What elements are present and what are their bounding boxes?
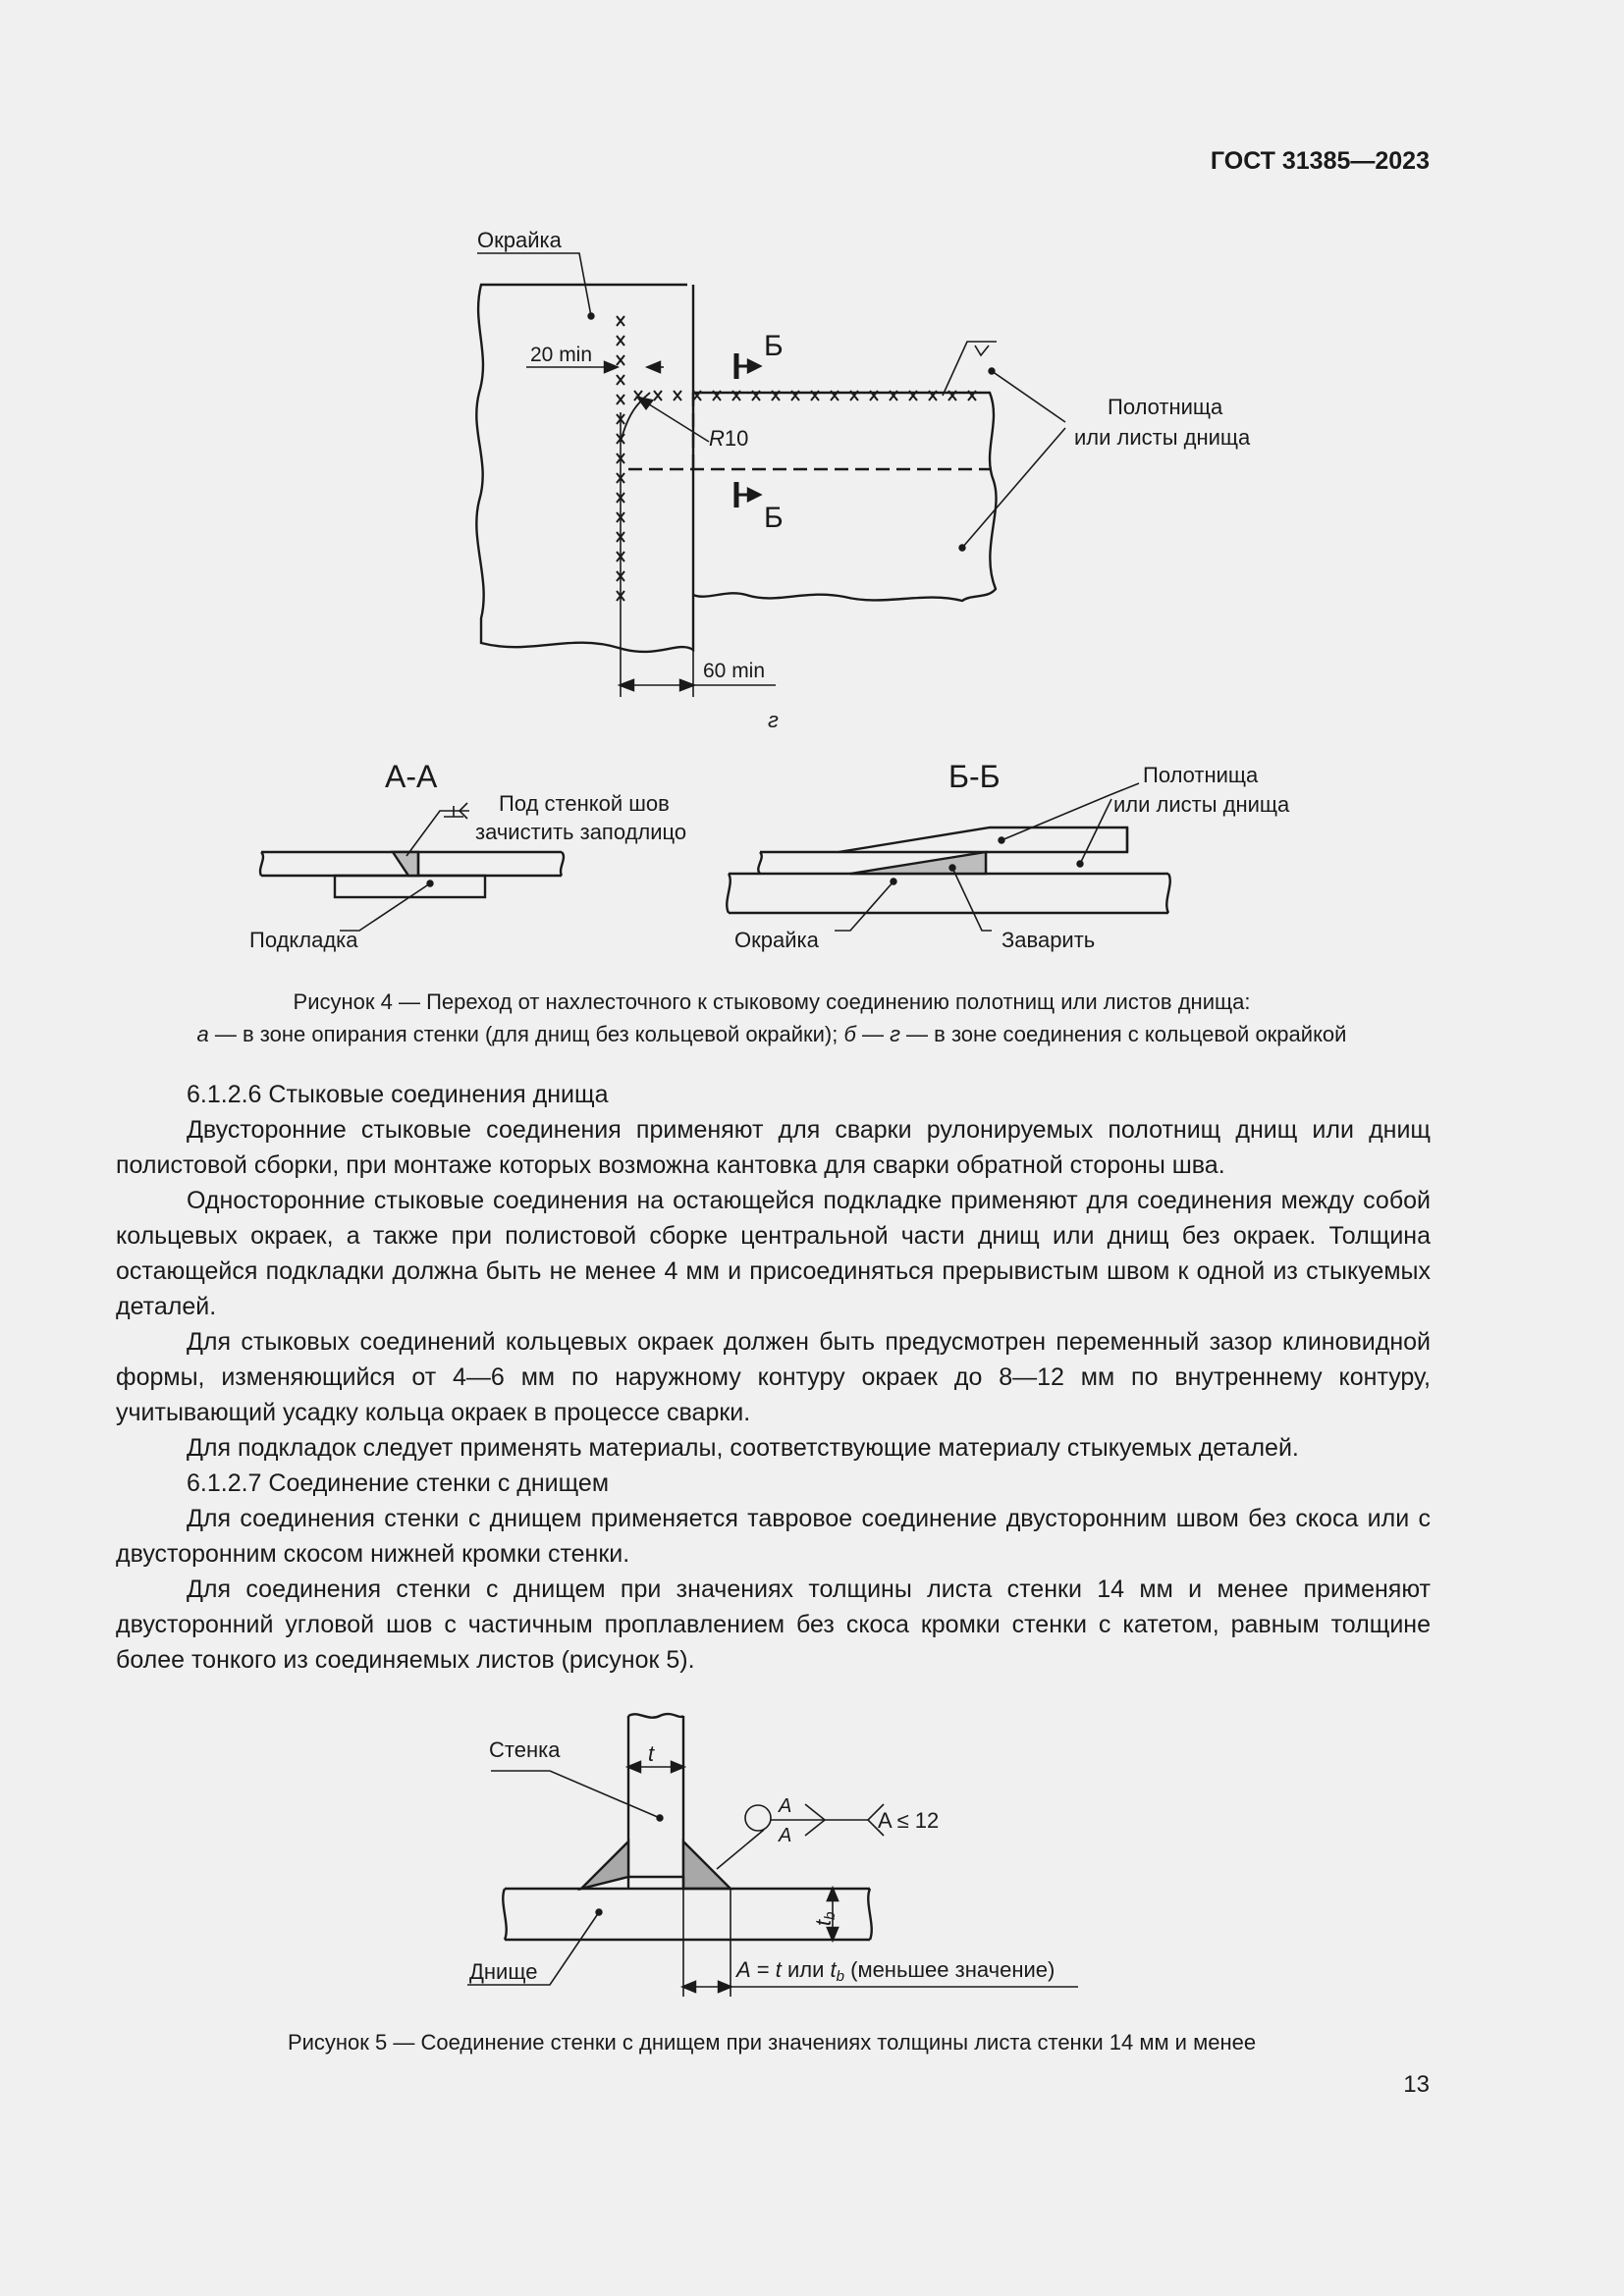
paragraph: Для подкладок следует применять материалы, соответствующие материалу стыкуемых деталей. bbox=[187, 1434, 1299, 1462]
section-aa-note-2: зачистить заподлицо bbox=[475, 820, 687, 844]
section-aa-title: А-А bbox=[385, 759, 438, 794]
figure-4-caption-line-2: а — в зоне опирания стенки (для днищ без кольцевой окрайки); б — г — в зоне соединения с кольцевой окрайкой bbox=[196, 1022, 1347, 1046]
figure-5-caption: Рисунок 5 — Соединение стенки с днищем при значениях толщины листа стенки 14 мм и менее bbox=[287, 2030, 1257, 2055]
section-bb-label-sheets-1: Полотнища bbox=[1143, 763, 1259, 787]
subsection-heading-6-1-2-6: 6.1.2.6 Стыковые соединения днища bbox=[187, 1081, 609, 1108]
document-header: ГОСТ 31385—2023 bbox=[1210, 147, 1430, 175]
paragraph: Двусторонние стыковые соединения применяют для сварки рулонируемых полотнищ днищ или днищ полистовой сборки, при монтаже которых возможна кантовка для сварки обратной стороны шва. bbox=[116, 1116, 1431, 1179]
weld-leg-a-top: A bbox=[779, 1795, 792, 1817]
paragraph: Для соединения стенки с днищем при значениях толщины листа стенки 14 мм и менее применяют двусторонний угловой шов с частичным проплавлением без скоса кромки стенки с катетом, равным толщине более тонкого из соединяемых листов (рисунок 5). bbox=[116, 1575, 1431, 1674]
weld-leg-note: A ≤ 12 bbox=[878, 1808, 940, 1833]
section-bb-label-sheets-2: или листы днища bbox=[1113, 792, 1290, 817]
paragraph: Односторонние стыковые соединения на остающейся подкладке применяют для соединения между собой кольцевых окраек, а также при полистовой сборке центральной части днищ или днищ без окраек. Толщина остающейся подкладки должна быть не менее 4 мм и присоединяться прерывистым швом к одной из стыкуемых деталей. bbox=[116, 1187, 1431, 1320]
section-mark-b-bottom: Б bbox=[764, 502, 784, 534]
section-bb-label-rim: Окрайка bbox=[734, 928, 819, 952]
label-rim-top: Окрайка bbox=[477, 228, 562, 252]
dim-t: t bbox=[648, 1741, 655, 1766]
dim-20-min: 20 min bbox=[530, 344, 593, 366]
label-sheets-top-2: или листы днища bbox=[1074, 425, 1251, 450]
weld-symbol-v: V bbox=[974, 355, 975, 356]
paragraph: Для соединения стенки с днищем применяется тавровое соединение двусторонним швом без скоса или с двусторонним скосом нижней кромки стенки. bbox=[116, 1505, 1431, 1568]
dim-60-min: 60 min bbox=[703, 660, 766, 682]
dim-tb: tb bbox=[811, 1911, 839, 1926]
subsection-heading-6-1-2-7: 6.1.2.7 Соединение стенки с днищем bbox=[187, 1469, 610, 1497]
label-bottom: Днище bbox=[469, 1959, 538, 1984]
section-aa-label-backing: Подкладка bbox=[249, 928, 358, 952]
page-number: 13 bbox=[1403, 2071, 1430, 2098]
section-mark-b-top: Б bbox=[764, 330, 784, 362]
weld-leg-a-bottom: A bbox=[779, 1825, 792, 1846]
section-bb-label-weld: Заварить bbox=[1001, 928, 1096, 952]
radius-label: R10 bbox=[709, 426, 749, 451]
sub-label-g: г bbox=[768, 708, 779, 732]
label-wall: Стенка bbox=[489, 1737, 561, 1762]
section-aa-note-1: Под стенкой шов bbox=[499, 791, 670, 816]
figure-4-caption-line-1: Рисунок 4 — Переход от нахлесточного к стыковому соединению полотнищ или листов днища: bbox=[293, 989, 1251, 1014]
label-sheets-top-1: Полотнища bbox=[1108, 395, 1223, 419]
formula-a: A = t или tb (меньшее значение) bbox=[736, 1957, 1056, 1985]
section-bb-title: Б-Б bbox=[948, 759, 1001, 794]
paragraph: Для стыковых соединений кольцевых окраек должен быть предусмотрен переменный зазор клиновидной формы, изменяющийся от 4—6 мм по наружному контуру окраек до 8—12 мм по внутреннему контуру, учитывающий усадку кольца окраек в процессе сварки. bbox=[116, 1328, 1431, 1426]
